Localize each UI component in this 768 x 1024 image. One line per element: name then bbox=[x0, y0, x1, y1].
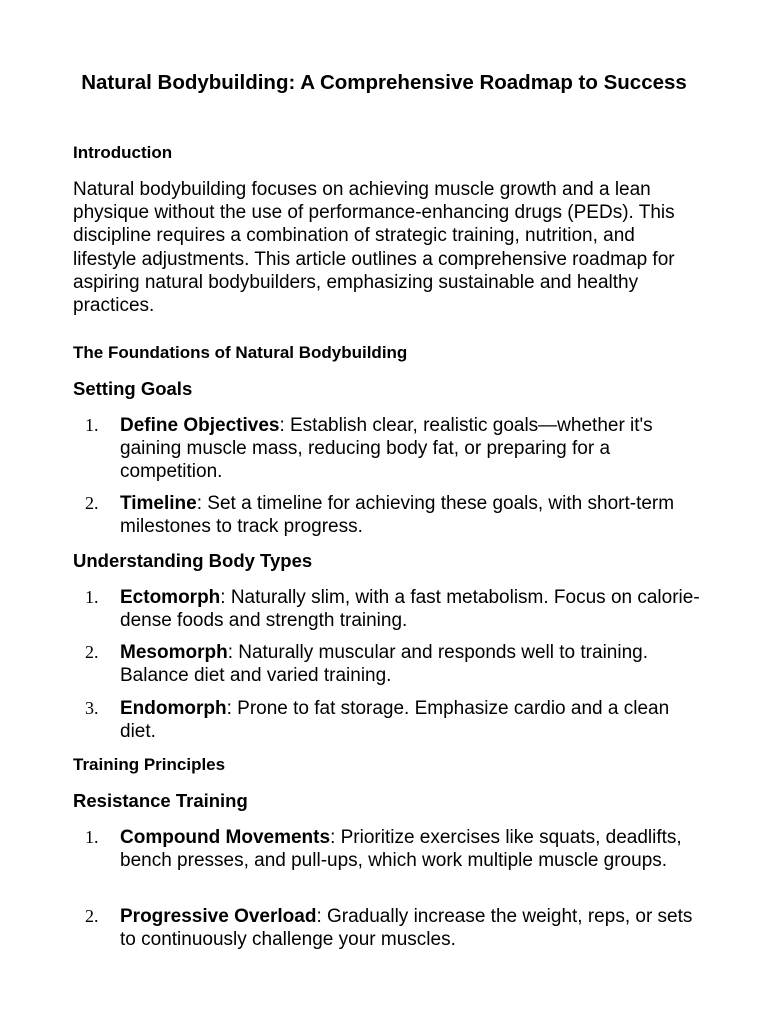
list-item-term: Endomorph bbox=[120, 698, 227, 719]
list-item-term: Compound Movements bbox=[120, 827, 331, 848]
list-item-text: : Naturally muscular and responds well to training. Balance diet and varied training. bbox=[120, 642, 648, 687]
list-item-body bbox=[120, 641, 703, 687]
training-principles-heading: Training Principles bbox=[73, 755, 226, 774]
list-item-text: : Gradually increase the weight, reps, or sets to continuously challenge your muscles. bbox=[120, 906, 693, 951]
list-item-body bbox=[120, 826, 703, 872]
list-item-body bbox=[120, 905, 703, 951]
list-item-term: Progressive Overload bbox=[120, 906, 317, 927]
list-item-term: Mesomorph bbox=[120, 642, 228, 663]
list-item-text: : Prone to fat storage. Emphasize cardio and a clean diet. bbox=[120, 698, 670, 743]
list-item-body bbox=[120, 492, 703, 538]
list-item bbox=[73, 641, 703, 687]
body-types-heading: Understanding Body Types bbox=[73, 550, 313, 571]
resistance-training-heading: Resistance Training bbox=[73, 790, 248, 811]
list-number: 1. bbox=[85, 587, 99, 607]
list-item-text: : Prioritize exercises like squats, deadlifts, bench presses, and pull-ups, which work multiple muscle groups. bbox=[120, 827, 682, 872]
list-number: 1. bbox=[85, 827, 99, 847]
list-number: 2. bbox=[85, 642, 99, 662]
document-title: Natural Bodybuilding: A Comprehensive Roadmap to Success bbox=[81, 71, 687, 94]
list-number: 2. bbox=[85, 493, 99, 513]
setting-goals-heading: Setting Goals bbox=[73, 378, 193, 399]
list-number: 3. bbox=[85, 698, 99, 718]
list-number: 2. bbox=[85, 906, 99, 926]
list-item-term: Ectomorph bbox=[120, 587, 221, 608]
list-item-body bbox=[120, 414, 703, 484]
list-item bbox=[73, 826, 703, 872]
list-item-body bbox=[120, 697, 703, 743]
foundations-heading: The Foundations of Natural Bodybuilding bbox=[73, 343, 408, 362]
list-item bbox=[73, 586, 703, 632]
list-item bbox=[73, 905, 703, 951]
list-item bbox=[73, 697, 703, 743]
introduction-paragraph: Natural bodybuilding focuses on achieving muscle growth and a lean physique without the use of performance-enhancing drugs (PEDs). This discipline requires a combination of strategic training, nutrition, and lifestyle adjustments. This article outlines a comprehensive roadmap for aspiring natural bodybuilders, emphasizing sustainable and healthy practices. bbox=[73, 179, 675, 317]
list-item-text: : Naturally slim, with a fast metabolism. Focus on calorie-dense foods and strength training. bbox=[120, 587, 700, 632]
list-item-term: Define Objectives bbox=[120, 415, 280, 436]
list-item-term: Timeline bbox=[120, 493, 197, 514]
list-item bbox=[73, 414, 703, 484]
list-item bbox=[73, 492, 703, 538]
introduction-heading: Introduction bbox=[73, 143, 173, 162]
list-item-body bbox=[120, 586, 703, 632]
list-item-text: : Set a timeline for achieving these goals, with short-term milestones to track progress. bbox=[120, 493, 675, 538]
list-number: 1. bbox=[85, 415, 99, 435]
list-item-text: : Establish clear, realistic goals—whether it's gaining muscle mass, reducing body fat, or preparing for a competition. bbox=[120, 415, 653, 483]
